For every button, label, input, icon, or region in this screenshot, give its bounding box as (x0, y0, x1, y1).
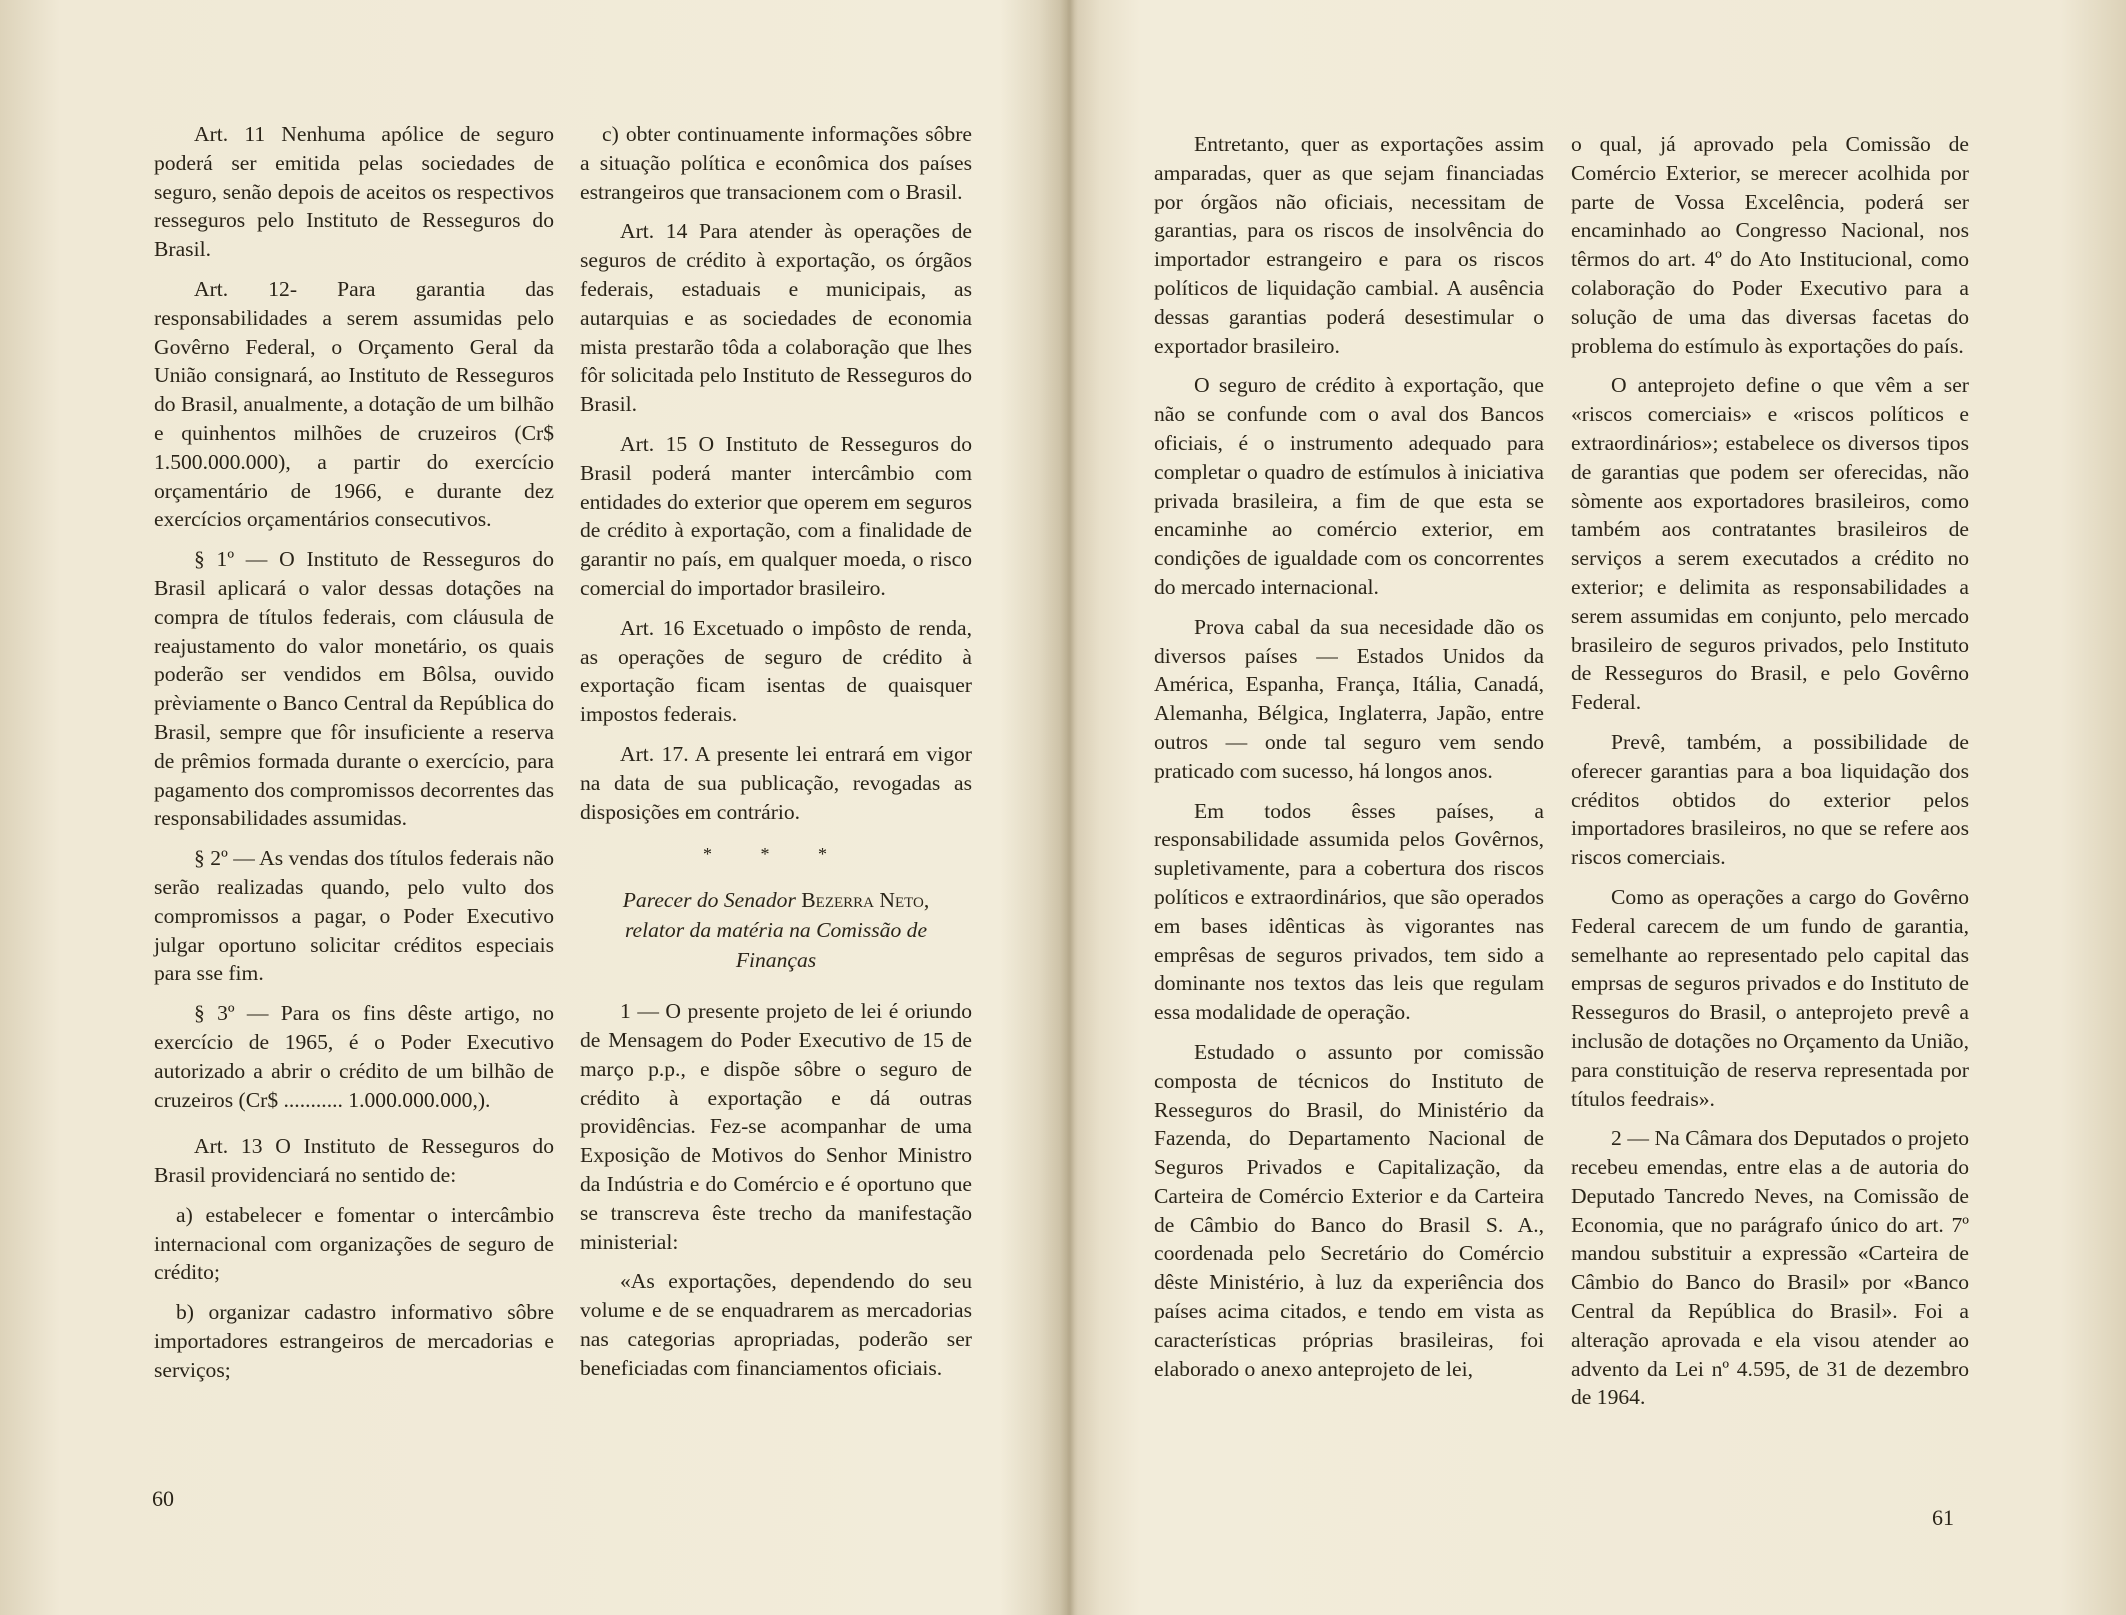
paragraph: O seguro de crédito à exportação, que não se confunde com o aval dos Bancos oficiais, é o instrumento adequado para completar o quadro de estímulos à iniciativa privada brasileira, a fim de que esta se encaminhe ao comércio exterior, em condições de igualdade com os concorrentes do mercado internacional. (1154, 373, 1544, 599)
paragraph: Prova cabal da sua necesidade dão os diversos países — Estados Unidos da América, Espanha, França, Itália, Canadá, Alemanha, Bélgica, Inglaterra, Japão, entre outros — onde tal seguro vem sendo praticado com sucesso, há longos anos. (1154, 614, 1544, 783)
parecer-rest: relator da matéria na Comissão de Finanças (624, 918, 928, 973)
page-number: 61 (1932, 1505, 1954, 1530)
page-number: 60 (152, 1486, 174, 1511)
paragraph: Art. 17. A presente lei entrará em vigor na data de sua publicação, revogadas as disposições em contrário. (580, 741, 972, 824)
right-page-column-2 (1571, 130, 1969, 1423)
paragraph: § 2º — As vendas dos títulos federais não serão realizadas quando, pelo vulto dos compromissos a pagar, o Poder Executivo julgar oportuno solicitar créditos especiais para sse fim. (154, 846, 554, 986)
paragraph: 2 — Na Câmara dos Deputados o projeto recebeu emendas, entre elas a de autoria do Deputado Tancredo Neves, na Comissão de Economia, que no parágrafo único do art. 7º mandou substituir a expressão «Carteira de Câmbio do Banco do Brasil» por «Banco Central da República do Brasil». Foi a alteração aprovada e ela visou atender ao advento da Lei nº 4.595, de 31 de dezembro de 1964. (1571, 1126, 1969, 1410)
paragraph: 1 — O presente projeto de lei é oriundo de Mensagem do Poder Executivo de 15 de março p.p., e dispõe sôbre o seguro de crédito à exportação e dá outras providências. Fez-se acompanhar de uma Exposição de Motivos do Senhor Ministro da Indústria e do Comércio e é oportuno que se transcreva êste trecho da manifestação ministerial: (580, 999, 972, 1254)
paragraph: Art. 11 Nenhuma apólice de seguro poderá ser emitida pelas sociedades de seguro, senão depois de aceitos os respectivos resseguros pelo Instituto de Resseguros do Brasil. (154, 122, 554, 262)
right-page-column-1 (1154, 130, 1544, 1394)
paragraph: O anteprojeto define o que vêm a ser «riscos comerciais» e «riscos políticos e extraordinários»; estabelece os diversos tipos de garantias que podem ser oferecidas, não sòmente aos exportadores brasileiros, como também aos contratantes brasileiros de serviços a serem executados a crédito no exterior; e delimita as responsabilidades a serem assumidas em conjunto, pelo mercado brasileiro de seguros privados, pelo Instituto de Resseguros do Brasil, e pelo Govêrno Federal. (1571, 373, 1969, 715)
paragraph: Art. 12- Para garantia das responsabilidades a serem assumidas pelo Govêrno Federal, o Orçamento Geral da União consignará, ao Instituto de Resseguros do Brasil, anualmente, a dotação de um bilhão e quinhentos milhões de cruzeiros (Cr$ 1.500.000.000), a partir do exercício orçamentário de 1966, e durante dez exercícios orçamentários consecutivos. (154, 276, 554, 532)
parecer-heading (600, 885, 952, 975)
paragraph: «As exportações, dependendo do seu volume e de se enquadrarem as mercadorias nas categorias apropriadas, poderão ser beneficiadas com financiamentos oficiais. (580, 1269, 972, 1380)
section-divider: * * * (703, 844, 849, 865)
paragraph: Como as operações a cargo do Govêrno Federal carecem de um fundo de garantia, semelhante ao representado pelo capital das emprsas de seguros privados e do Instituto de Resseguros do Brasil, o anteprojeto prevê a inclusão de dotações no Orçamento da União, para constituição de reserva representada por títulos feedrais». (1571, 884, 1969, 1111)
paragraph: Estudado o assunto por comissão composta de técnicos do Instituto de Resseguros do Brasil, do Ministério da Fazenda, do Departamento Nacional de Seguros Privados e Capitalização, da Carteira de Comércio Exterior e da Carteira de Câmbio do Banco do Brasil S. A., coordenada pelo Secretário do Comércio dêste Ministério, à luz da experiência dos países acima citados, e tendo em vista as características próprias brasileiras, foi elaborado o anexo anteprojeto de lei, (1154, 1039, 1544, 1381)
paragraph: § 3º — Para os fins dêste artigo, no exercício de 1965, é o Poder Executivo autorizado a abrir o crédito de um bilhão de cruzeiros (Cr$ ........... 1.000.000.000,). (154, 1001, 554, 1112)
paragraph: Art. 13 O Instituto de Resseguros do Brasil providenciará no sentido de: (154, 1134, 554, 1188)
list-item: a) estabelecer e fomentar o intercâmbio internacional com organizações de seguro de crédito; (154, 1202, 554, 1285)
paragraph: Art. 14 Para atender às operações de seguros de crédito à exportação, os órgãos federais, estaduais e municipais, as autarquias e as sociedades de economia mista prestarão tôda a colaboração que lhes fôr solicitada pelo Instituto de Resseguros do Brasil. (580, 219, 972, 417)
paragraph: Art. 15 O Instituto de Resseguros do Brasil poderá manter intercâmbio com entidades do exterior que operem em seguros de crédito à exportação, com a finalidade de garantir no país, em qualquer moeda, o risco comercial do importador brasileiro. (580, 431, 972, 600)
parecer-prefix: Parecer do Senador (622, 888, 796, 913)
list-item: c) obter continuamente informações sôbre a situação política e econômica dos países estrangeiros que transacionem com o Brasil. (580, 122, 972, 204)
paragraph: Entretanto, quer as exportações assim amparadas, quer as que sejam financiadas por órgãos não oficiais, necessitam de garantias, para os riscos de insolvência do importador estrangeiro e para os riscos políticos de liquidação cambial. A ausência dessas garantias poderá desestimular o exportador brasileiro. (1154, 132, 1544, 358)
left-page-column-2 (580, 120, 972, 1393)
paragraph: Art. 16 Excetuado o impôsto de renda, as operações de seguro de crédito à exportação ficam isentas de quaisquer impostos federais. (580, 615, 972, 727)
list-item: b) organizar cadastro informativo sôbre importadores estrangeiros de mercadorias e serviços; (154, 1300, 554, 1382)
parecer-senator-name: Bezerra Neto, (801, 888, 930, 913)
paragraph: o qual, já aprovado pela Comissão de Comércio Exterior, se merecer acolhida por parte de Vossa Excelência, poderá ser encaminhado ao Congresso Nacional, nos têrmos do art. 4º do Ato Institucional, como colaboração do Poder Executivo para a solução de uma das diversas facetas do problema do estímulo às exportações do país. (1571, 132, 1969, 358)
paragraph: § 1º — O Instituto de Resseguros do Brasil aplicará o valor dessas dotações na compra de títulos federais, com cláusula de reajustamento do valor monetário, os quais poderão ser vendidos em Bôlsa, ouvido prèviamente o Banco Central da República do Brasil, sempre que fôr insuficiente a reserva de prêmios formada durante o exercício, para pagamento dos compromissos decorrentes das responsabilidades assumidas. (154, 547, 554, 831)
right-page (1068, 0, 2126, 1615)
left-page-column-1 (154, 120, 554, 1396)
paragraph: Prevê, também, a possibilidade de oferecer garantias para a boa liquidação dos créditos obtidos do exterior pelos importadores brasileiros, no que se refere aos riscos comerciais. (1571, 729, 1969, 870)
paragraph: Em todos êsses países, a responsabilidade assumida pelos Govêrnos, supletivamente, para a cobertura dos riscos políticos e extraordinários, que são operados em bases idênticas às vigorantes nas emprêsas de seguros privados, tem sido a dominante nos textos das leis que regulam essa modalidade de operação. (1154, 798, 1544, 1025)
